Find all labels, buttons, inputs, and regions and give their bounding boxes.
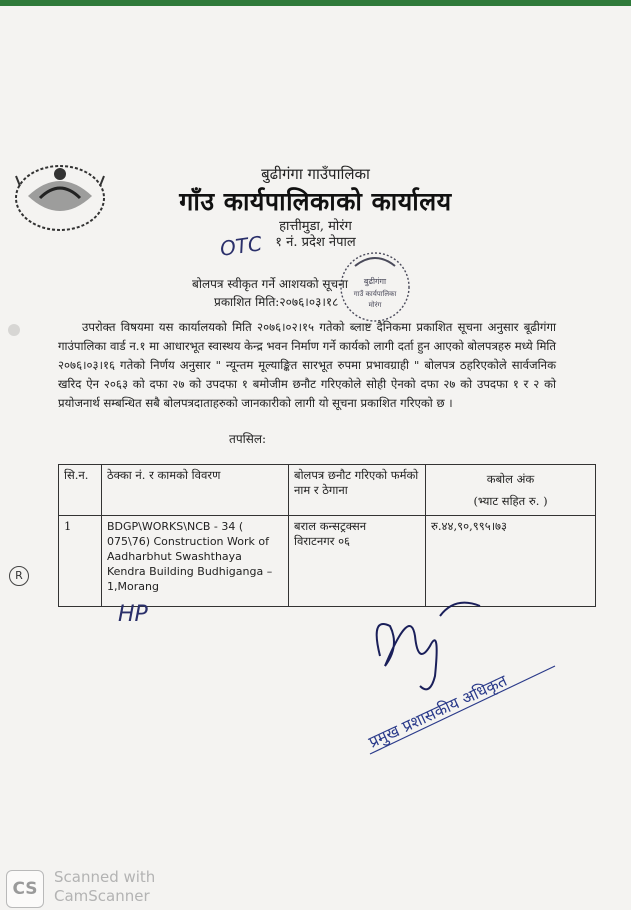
municipality-name: बुढीगंगा गाउँपालिका [261, 165, 370, 183]
camscanner-text [54, 868, 155, 906]
notice-subject: बोलपत्र स्वीकृत गर्ने आशयको सूचना [192, 277, 348, 291]
watermark-line-1: Scanned with [54, 868, 156, 886]
cell-amount: रु.४४,९०,९९५।७३ [426, 516, 596, 607]
notice-body-text: उपरोक्त विषयमा यस कार्यालयको मिति २०७६।०२।१५ गतेको ब्लाष्ट दैनिकमा प्रकाशित सूचना अनुसार बूढीगंगा गाउंपालिका वार्ड न.१ मा आधारभूत स्वास्थय केन्द्र भवन निर्माण गर्ने कार्यको लागी दर्ता हुन आएको बोलपत्रहरु मध्ये मिति २०७६।०३।१६ गतेको निर्णय अनुसार " न्यून्तम मूल्याङ्कित सारभूत रुपमा प्रभावग्राही " बोलपत्र ठहरिएकोले सार्वजनिक खरिद ऐन २०६३ को दफा २७ को उपदफा १ बमोजीम छनौट गरिएकोले सोही ऐनको दफा २७ को उपदफा १ र २ को प्रयोजनार्थ सम्बन्धित सबै बोलपत्रदाताहरुको जानकारीको लागी यो सूचना प्रकाशित गरिएको छ । [58, 320, 556, 410]
handwritten-initial: OTC [218, 231, 264, 261]
document-page [0, 6, 631, 910]
details-label: तपसिल: [229, 432, 267, 446]
header-firm: बोलपत्र छनौट गरिएको फर्मको नाम र ठेगाना [289, 465, 426, 516]
table-header-row [59, 465, 596, 516]
stamp-line-3: मोरंग [368, 301, 382, 309]
punch-hole-mark [8, 324, 20, 336]
cell-work: BDGP\WORKS\NCB - 34 ( 075\76) Construction Work of Aadharbhut Swashthaya Kendra Building Budhiganga – 1,Morang [102, 516, 289, 607]
watermark-line-2: CamScanner [54, 887, 150, 905]
published-date: प्रकाशित मिति:२०७६।०३।१८ [214, 295, 339, 309]
firm-address: विराटनगर ०६ [294, 534, 351, 548]
officer-title: प्रमुख प्रशासकीय अधिकृत [365, 670, 510, 752]
table-row [59, 516, 596, 607]
officer-title-stamp [360, 656, 570, 766]
stamp-line-1: बुढीगंगा [363, 277, 387, 286]
office-title: गाँउ कार्यपालिकाको कार्यालय [179, 187, 452, 216]
cell-serial: 1 [59, 516, 102, 607]
header-work-description: ठेक्का नं. र कामको विवरण [102, 465, 289, 516]
header-amount-note: (भ्याट सहित रु. ) [473, 494, 548, 508]
province-line: १ नं. प्रदेश नेपाल [275, 235, 356, 250]
firm-name: बराल कन्सट्रक्सन [294, 519, 367, 533]
award-table [58, 464, 596, 607]
header-serial: सि.न. [59, 465, 102, 516]
initials-signature: HP [118, 602, 148, 627]
stamp-line-2: गाउँ कार्यपालिका [353, 290, 397, 298]
notice-body [58, 318, 556, 413]
registered-mark: R [9, 566, 29, 586]
camscanner-watermark [6, 866, 206, 910]
header-amount [426, 465, 596, 516]
header-amount-label: कबोल अंक [486, 472, 535, 486]
camscanner-logo: CS [6, 870, 44, 908]
office-address: हात्तीमुडा, मोरंग [279, 219, 352, 234]
